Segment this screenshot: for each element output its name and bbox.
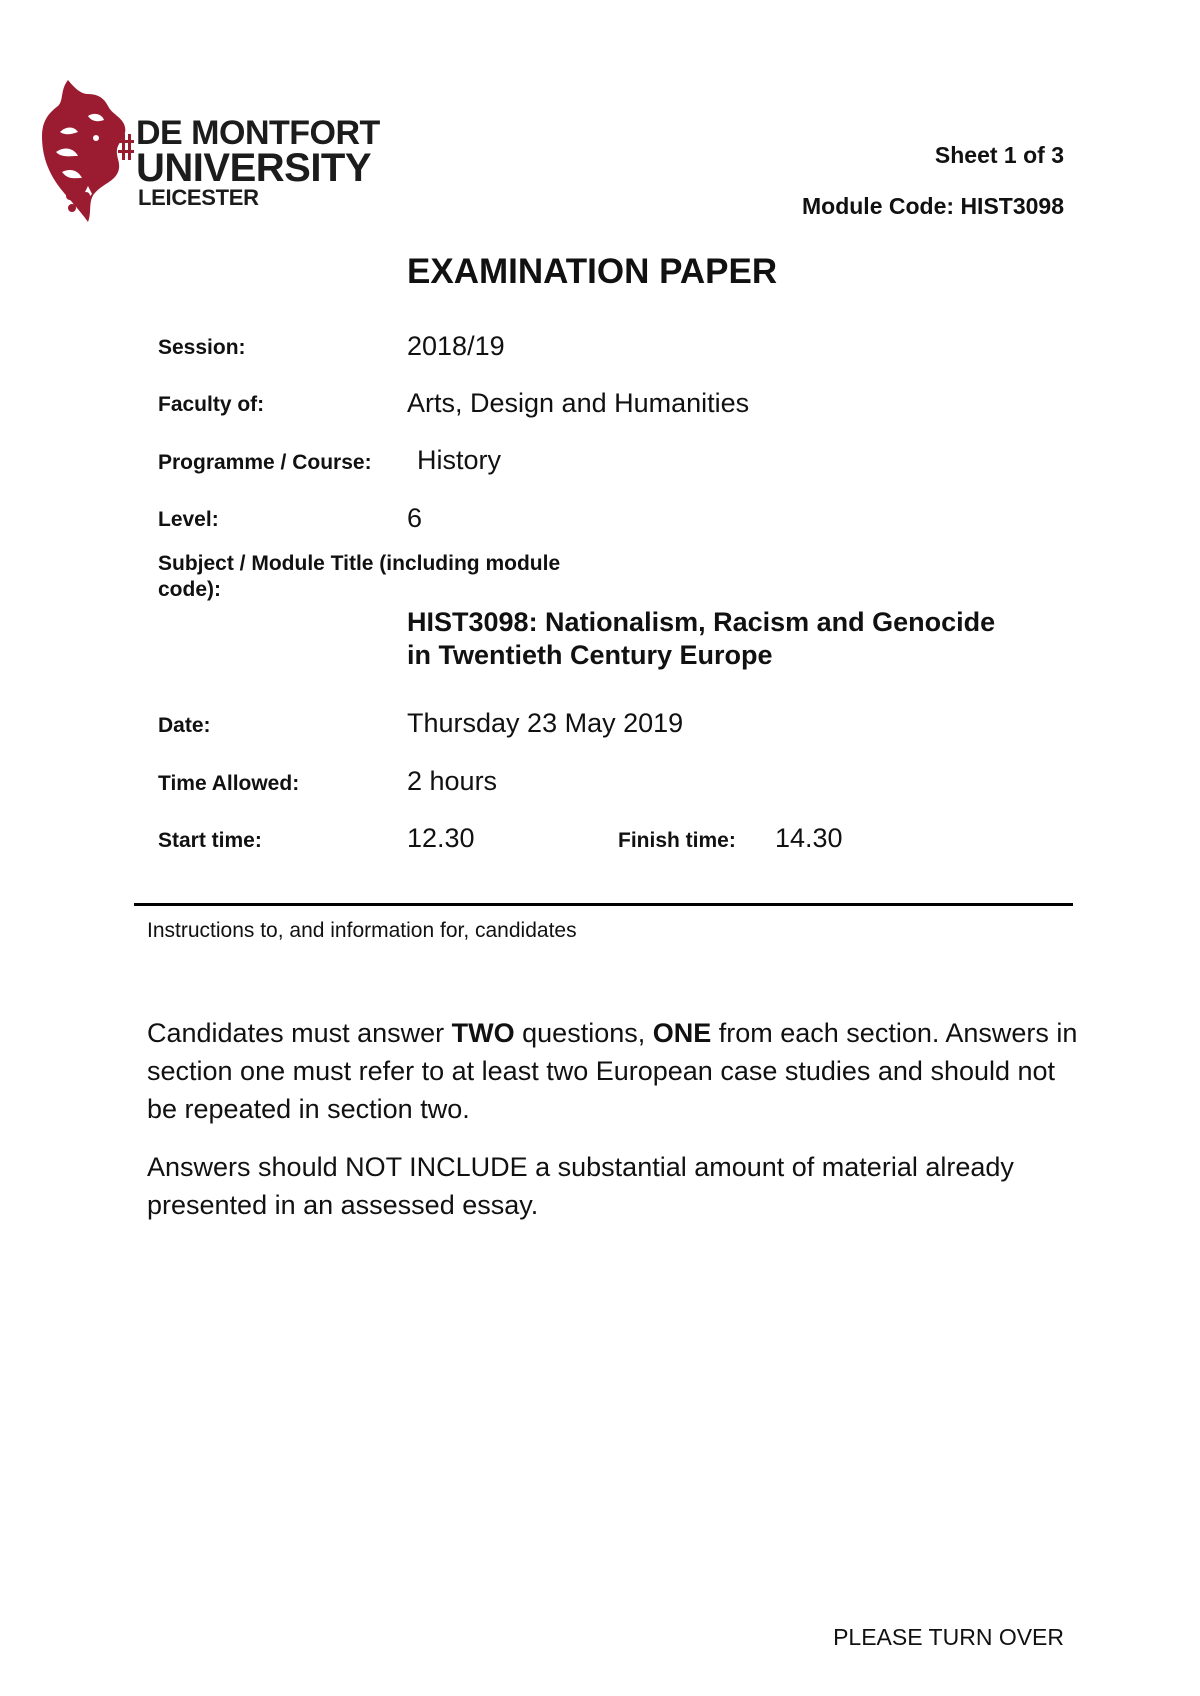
subject-label-line2: code): (158, 578, 221, 601)
session-value: 2018/19 (407, 331, 505, 361)
instructions-emphasis: ONE (652, 1018, 712, 1048)
instructions-emphasis: TWO (451, 1018, 515, 1048)
faculty-value: Arts, Design and Humanities (407, 388, 750, 418)
module-title-line1: HIST3098: Nationalism, Racism and Genocide (407, 607, 996, 637)
start-time-label: Start time: (158, 829, 262, 852)
date-value: Thursday 23 May 2019 (407, 708, 684, 738)
logo-text-university: UNIVERSITY (136, 146, 372, 190)
date-label: Date: (158, 714, 211, 737)
university-logo (38, 76, 398, 226)
level-label: Level: (158, 508, 219, 531)
module-code-label: Module Code: (802, 193, 961, 219)
time-allowed-label: Time Allowed: (158, 772, 300, 795)
programme-label: Programme / Course: (158, 451, 372, 474)
module-code-value: HIST3098 (960, 193, 1064, 219)
instructions-text: Candidates must answer (147, 1018, 452, 1048)
instructions-paragraph-1 (147, 1014, 1087, 1128)
divider (134, 903, 1073, 906)
programme-value: History (417, 445, 502, 475)
please-turn-over: PLEASE TURN OVER (833, 1624, 1064, 1650)
module-title-line2: in Twentieth Century Europe (407, 640, 773, 670)
sheet-number: Sheet 1 of 3 (934, 142, 1064, 168)
finish-time-value: 14.30 (775, 823, 843, 853)
start-time-value: 12.30 (407, 823, 475, 853)
instructions-text: questions, (514, 1018, 653, 1048)
logo-text-de-montfort: DE MONTFORT (136, 114, 380, 152)
logo-text-leicester: LEICESTER (138, 185, 259, 210)
finish-time-label: Finish time: (618, 829, 736, 852)
time-allowed-value: 2 hours (407, 766, 498, 796)
subject-label-line1: Subject / Module Title (including module (158, 552, 561, 575)
page-title: EXAMINATION PAPER (407, 252, 778, 291)
module-code (802, 193, 1064, 220)
instructions-heading: Instructions to, and information for, candidates (147, 919, 577, 942)
level-value: 6 (407, 503, 423, 533)
faculty-label: Faculty of: (158, 393, 265, 416)
instructions-text: from each section. Answers in section one must refer to at least two European case studies and should not be repeated in section two. (147, 1018, 1078, 1124)
instructions-paragraph-2: Answers should NOT INCLUDE a substantial amount of material already presented in an assessed essay. (147, 1152, 1014, 1220)
module-title (407, 606, 1067, 672)
session-label: Session: (158, 336, 246, 359)
lion-crest-icon (38, 76, 134, 226)
